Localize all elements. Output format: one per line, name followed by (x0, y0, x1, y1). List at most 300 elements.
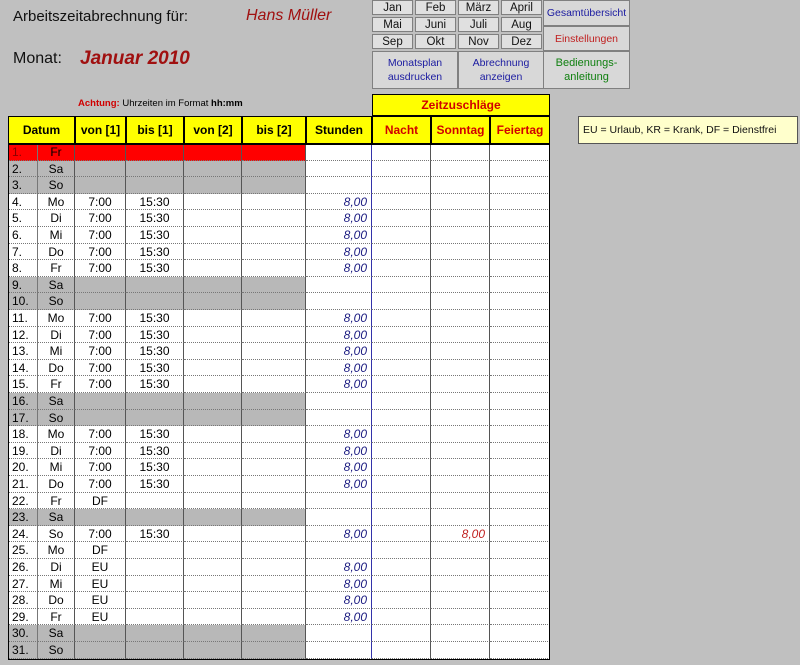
row-nacht[interactable] (372, 376, 431, 393)
row-bis1[interactable]: 15:30 (126, 526, 184, 543)
row-feiertag[interactable] (490, 609, 550, 626)
row-bis1[interactable]: 15:30 (126, 260, 184, 277)
row-bis2[interactable] (242, 293, 306, 310)
row-von2[interactable] (184, 493, 242, 510)
row-von2[interactable] (184, 210, 242, 227)
row-weekday[interactable]: Do (38, 592, 75, 609)
row-weekday[interactable]: Fr (38, 609, 75, 626)
row-stunden[interactable]: 8,00 (306, 210, 372, 227)
row-weekday[interactable]: Di (38, 443, 75, 460)
row-number[interactable]: 23. (8, 509, 38, 526)
month-button[interactable]: März (458, 0, 499, 15)
row-von2[interactable] (184, 360, 242, 377)
row-feiertag[interactable] (490, 559, 550, 576)
row-feiertag[interactable] (490, 493, 550, 510)
row-number[interactable]: 17. (8, 410, 38, 427)
row-von2[interactable] (184, 277, 242, 294)
row-von2[interactable] (184, 244, 242, 261)
row-feiertag[interactable] (490, 310, 550, 327)
row-von2[interactable] (184, 194, 242, 211)
row-sonntag[interactable] (431, 144, 490, 161)
row-nacht[interactable] (372, 144, 431, 161)
month-button[interactable]: Feb (415, 0, 456, 15)
row-bis2[interactable] (242, 210, 306, 227)
row-stunden[interactable] (306, 161, 372, 178)
row-number[interactable]: 2. (8, 161, 38, 178)
row-number[interactable]: 7. (8, 244, 38, 261)
row-bis1[interactable] (126, 509, 184, 526)
row-feiertag[interactable] (490, 227, 550, 244)
row-weekday[interactable]: Sa (38, 625, 75, 642)
row-bis2[interactable] (242, 493, 306, 510)
row-sonntag[interactable] (431, 260, 490, 277)
row-von1[interactable]: 7:00 (75, 526, 126, 543)
row-nacht[interactable] (372, 393, 431, 410)
row-nacht[interactable] (372, 526, 431, 543)
row-nacht[interactable] (372, 642, 431, 659)
row-bis2[interactable] (242, 443, 306, 460)
row-stunden[interactable]: 8,00 (306, 327, 372, 344)
row-weekday[interactable]: Mi (38, 576, 75, 593)
row-sonntag[interactable] (431, 376, 490, 393)
row-von2[interactable] (184, 592, 242, 609)
row-von2[interactable] (184, 426, 242, 443)
row-number[interactable]: 22. (8, 493, 38, 510)
row-bis2[interactable] (242, 376, 306, 393)
row-bis1[interactable]: 15:30 (126, 459, 184, 476)
month-button[interactable]: Nov (458, 34, 499, 49)
row-von2[interactable] (184, 476, 242, 493)
row-stunden[interactable]: 8,00 (306, 360, 372, 377)
row-feiertag[interactable] (490, 360, 550, 377)
row-sonntag[interactable] (431, 177, 490, 194)
row-sonntag[interactable] (431, 227, 490, 244)
row-sonntag[interactable]: 8,00 (431, 526, 490, 543)
row-bis1[interactable]: 15:30 (126, 343, 184, 360)
row-von2[interactable] (184, 642, 242, 659)
row-number[interactable]: 9. (8, 277, 38, 294)
month-button[interactable]: Okt (415, 34, 456, 49)
row-stunden[interactable] (306, 393, 372, 410)
row-sonntag[interactable] (431, 592, 490, 609)
row-von1[interactable]: 7:00 (75, 310, 126, 327)
row-von1[interactable]: 7:00 (75, 426, 126, 443)
row-weekday[interactable]: Mi (38, 459, 75, 476)
row-von1[interactable]: 7:00 (75, 260, 126, 277)
row-von1[interactable] (75, 625, 126, 642)
row-nacht[interactable] (372, 177, 431, 194)
row-bis1[interactable]: 15:30 (126, 476, 184, 493)
row-bis2[interactable] (242, 343, 306, 360)
row-bis2[interactable] (242, 459, 306, 476)
row-feiertag[interactable] (490, 526, 550, 543)
row-feiertag[interactable] (490, 161, 550, 178)
row-von1[interactable]: EU (75, 592, 126, 609)
row-number[interactable]: 31. (8, 642, 38, 659)
bedienungsanleitung-button[interactable] (543, 51, 630, 89)
row-weekday[interactable]: Fr (38, 144, 75, 161)
row-feiertag[interactable] (490, 459, 550, 476)
row-bis2[interactable] (242, 260, 306, 277)
row-bis2[interactable] (242, 542, 306, 559)
row-bis1[interactable]: 15:30 (126, 227, 184, 244)
row-weekday[interactable]: Fr (38, 376, 75, 393)
row-number[interactable]: 1. (8, 144, 38, 161)
row-sonntag[interactable] (431, 625, 490, 642)
row-bis2[interactable] (242, 177, 306, 194)
row-weekday[interactable]: So (38, 410, 75, 427)
row-sonntag[interactable] (431, 459, 490, 476)
row-bis1[interactable] (126, 144, 184, 161)
row-nacht[interactable] (372, 625, 431, 642)
row-bis1[interactable] (126, 177, 184, 194)
row-von2[interactable] (184, 227, 242, 244)
row-number[interactable]: 24. (8, 526, 38, 543)
row-von2[interactable] (184, 625, 242, 642)
row-von2[interactable] (184, 293, 242, 310)
row-bis1[interactable]: 15:30 (126, 210, 184, 227)
row-von2[interactable] (184, 376, 242, 393)
row-stunden[interactable]: 8,00 (306, 310, 372, 327)
row-bis2[interactable] (242, 410, 306, 427)
row-number[interactable]: 12. (8, 327, 38, 344)
row-weekday[interactable]: Fr (38, 260, 75, 277)
row-feiertag[interactable] (490, 293, 550, 310)
row-bis1[interactable] (126, 493, 184, 510)
row-bis2[interactable] (242, 625, 306, 642)
row-sonntag[interactable] (431, 509, 490, 526)
row-von2[interactable] (184, 459, 242, 476)
row-weekday[interactable]: Di (38, 327, 75, 344)
row-feiertag[interactable] (490, 410, 550, 427)
row-nacht[interactable] (372, 509, 431, 526)
row-bis1[interactable]: 15:30 (126, 376, 184, 393)
row-number[interactable]: 14. (8, 360, 38, 377)
row-von2[interactable] (184, 393, 242, 410)
row-bis1[interactable] (126, 576, 184, 593)
row-feiertag[interactable] (490, 194, 550, 211)
row-stunden[interactable] (306, 625, 372, 642)
row-sonntag[interactable] (431, 476, 490, 493)
row-von1[interactable] (75, 277, 126, 294)
row-von1[interactable]: 7:00 (75, 343, 126, 360)
row-feiertag[interactable] (490, 260, 550, 277)
row-stunden[interactable] (306, 509, 372, 526)
row-nacht[interactable] (372, 293, 431, 310)
row-von2[interactable] (184, 526, 242, 543)
row-weekday[interactable]: Do (38, 360, 75, 377)
row-sonntag[interactable] (431, 161, 490, 178)
row-sonntag[interactable] (431, 277, 490, 294)
row-bis2[interactable] (242, 244, 306, 261)
row-nacht[interactable] (372, 542, 431, 559)
row-weekday[interactable]: Di (38, 559, 75, 576)
row-bis1[interactable] (126, 642, 184, 659)
row-von1[interactable]: 7:00 (75, 227, 126, 244)
row-von1[interactable] (75, 161, 126, 178)
row-feiertag[interactable] (490, 343, 550, 360)
row-stunden[interactable]: 8,00 (306, 194, 372, 211)
row-stunden[interactable]: 8,00 (306, 526, 372, 543)
row-von1[interactable] (75, 509, 126, 526)
row-stunden[interactable]: 8,00 (306, 476, 372, 493)
row-nacht[interactable] (372, 327, 431, 344)
row-nacht[interactable] (372, 244, 431, 261)
row-weekday[interactable]: Mo (38, 194, 75, 211)
row-bis2[interactable] (242, 609, 306, 626)
row-sonntag[interactable] (431, 609, 490, 626)
abrechnung-anzeigen-button[interactable] (458, 51, 544, 89)
row-weekday[interactable]: Do (38, 244, 75, 261)
row-number[interactable]: 15. (8, 376, 38, 393)
month-button[interactable]: Aug (501, 17, 542, 32)
row-stunden[interactable]: 8,00 (306, 559, 372, 576)
row-bis2[interactable] (242, 277, 306, 294)
row-sonntag[interactable] (431, 410, 490, 427)
row-stunden[interactable]: 8,00 (306, 260, 372, 277)
row-feiertag[interactable] (490, 476, 550, 493)
row-bis2[interactable] (242, 161, 306, 178)
row-von1[interactable]: 7:00 (75, 459, 126, 476)
row-von1[interactable]: EU (75, 559, 126, 576)
row-sonntag[interactable] (431, 393, 490, 410)
row-feiertag[interactable] (490, 277, 550, 294)
row-von2[interactable] (184, 509, 242, 526)
row-nacht[interactable] (372, 277, 431, 294)
row-stunden[interactable] (306, 177, 372, 194)
row-stunden[interactable]: 8,00 (306, 609, 372, 626)
row-weekday[interactable]: Sa (38, 161, 75, 178)
row-von2[interactable] (184, 177, 242, 194)
row-stunden[interactable] (306, 542, 372, 559)
row-feiertag[interactable] (490, 576, 550, 593)
row-number[interactable]: 6. (8, 227, 38, 244)
row-number[interactable]: 18. (8, 426, 38, 443)
row-feiertag[interactable] (490, 244, 550, 261)
row-nacht[interactable] (372, 161, 431, 178)
row-weekday[interactable]: Mo (38, 542, 75, 559)
row-von1[interactable]: 7:00 (75, 194, 126, 211)
row-von2[interactable] (184, 410, 242, 427)
row-nacht[interactable] (372, 592, 431, 609)
row-sonntag[interactable] (431, 642, 490, 659)
row-stunden[interactable]: 8,00 (306, 443, 372, 460)
row-nacht[interactable] (372, 476, 431, 493)
row-sonntag[interactable] (431, 293, 490, 310)
row-sonntag[interactable] (431, 426, 490, 443)
row-von1[interactable]: 7:00 (75, 443, 126, 460)
row-number[interactable]: 25. (8, 542, 38, 559)
row-sonntag[interactable] (431, 559, 490, 576)
row-number[interactable]: 4. (8, 194, 38, 211)
row-nacht[interactable] (372, 360, 431, 377)
row-von1[interactable]: 7:00 (75, 210, 126, 227)
row-von1[interactable]: 7:00 (75, 376, 126, 393)
row-stunden[interactable] (306, 293, 372, 310)
row-bis1[interactable]: 15:30 (126, 244, 184, 261)
row-bis1[interactable] (126, 609, 184, 626)
row-von2[interactable] (184, 144, 242, 161)
row-nacht[interactable] (372, 559, 431, 576)
row-bis2[interactable] (242, 310, 306, 327)
row-nacht[interactable] (372, 443, 431, 460)
row-von1[interactable] (75, 177, 126, 194)
row-number[interactable]: 30. (8, 625, 38, 642)
row-nacht[interactable] (372, 576, 431, 593)
row-bis2[interactable] (242, 393, 306, 410)
row-von2[interactable] (184, 559, 242, 576)
row-stunden[interactable] (306, 144, 372, 161)
row-stunden[interactable] (306, 410, 372, 427)
row-bis2[interactable] (242, 194, 306, 211)
row-bis1[interactable] (126, 410, 184, 427)
row-von2[interactable] (184, 161, 242, 178)
row-bis2[interactable] (242, 559, 306, 576)
row-weekday[interactable]: Sa (38, 277, 75, 294)
row-number[interactable]: 16. (8, 393, 38, 410)
row-number[interactable]: 11. (8, 310, 38, 327)
gesamtuebersicht-button[interactable] (543, 0, 630, 26)
row-feiertag[interactable] (490, 426, 550, 443)
row-von2[interactable] (184, 310, 242, 327)
row-von2[interactable] (184, 576, 242, 593)
row-feiertag[interactable] (490, 592, 550, 609)
row-sonntag[interactable] (431, 493, 490, 510)
row-nacht[interactable] (372, 260, 431, 277)
row-stunden[interactable] (306, 642, 372, 659)
row-von1[interactable] (75, 144, 126, 161)
row-sonntag[interactable] (431, 443, 490, 460)
row-feiertag[interactable] (490, 327, 550, 344)
row-number[interactable]: 5. (8, 210, 38, 227)
row-sonntag[interactable] (431, 210, 490, 227)
row-nacht[interactable] (372, 310, 431, 327)
row-feiertag[interactable] (490, 443, 550, 460)
row-nacht[interactable] (372, 426, 431, 443)
row-number[interactable]: 27. (8, 576, 38, 593)
einstellungen-button[interactable] (543, 26, 630, 51)
row-von1[interactable]: EU (75, 609, 126, 626)
row-von2[interactable] (184, 542, 242, 559)
row-nacht[interactable] (372, 459, 431, 476)
row-bis1[interactable] (126, 542, 184, 559)
row-bis1[interactable] (126, 293, 184, 310)
row-stunden[interactable]: 8,00 (306, 227, 372, 244)
row-weekday[interactable]: Di (38, 210, 75, 227)
row-weekday[interactable]: So (38, 642, 75, 659)
row-bis1[interactable] (126, 277, 184, 294)
row-number[interactable]: 10. (8, 293, 38, 310)
row-stunden[interactable]: 8,00 (306, 376, 372, 393)
row-von1[interactable]: DF (75, 542, 126, 559)
row-stunden[interactable]: 8,00 (306, 592, 372, 609)
row-bis2[interactable] (242, 360, 306, 377)
row-bis1[interactable]: 15:30 (126, 426, 184, 443)
month-button[interactable]: Juni (415, 17, 456, 32)
row-von1[interactable]: DF (75, 493, 126, 510)
row-bis1[interactable]: 15:30 (126, 443, 184, 460)
row-stunden[interactable]: 8,00 (306, 244, 372, 261)
row-bis2[interactable] (242, 327, 306, 344)
row-sonntag[interactable] (431, 360, 490, 377)
row-bis1[interactable]: 15:30 (126, 360, 184, 377)
row-weekday[interactable]: So (38, 526, 75, 543)
row-von1[interactable]: EU (75, 576, 126, 593)
row-von1[interactable]: 7:00 (75, 327, 126, 344)
row-bis1[interactable]: 15:30 (126, 194, 184, 211)
row-number[interactable]: 13. (8, 343, 38, 360)
row-nacht[interactable] (372, 210, 431, 227)
row-von1[interactable] (75, 393, 126, 410)
row-number[interactable]: 8. (8, 260, 38, 277)
month-button[interactable]: Sep (372, 34, 413, 49)
row-stunden[interactable]: 8,00 (306, 459, 372, 476)
row-feiertag[interactable] (490, 376, 550, 393)
row-bis1[interactable] (126, 592, 184, 609)
row-von2[interactable] (184, 327, 242, 344)
row-feiertag[interactable] (490, 625, 550, 642)
row-weekday[interactable]: Sa (38, 393, 75, 410)
row-weekday[interactable]: Mi (38, 343, 75, 360)
row-number[interactable]: 21. (8, 476, 38, 493)
row-bis1[interactable] (126, 559, 184, 576)
row-feiertag[interactable] (490, 509, 550, 526)
row-sonntag[interactable] (431, 542, 490, 559)
row-bis2[interactable] (242, 144, 306, 161)
row-sonntag[interactable] (431, 244, 490, 261)
row-number[interactable]: 29. (8, 609, 38, 626)
row-von1[interactable] (75, 293, 126, 310)
row-number[interactable]: 3. (8, 177, 38, 194)
row-weekday[interactable]: Mo (38, 426, 75, 443)
row-bis1[interactable] (126, 393, 184, 410)
row-feiertag[interactable] (490, 642, 550, 659)
row-weekday[interactable]: Fr (38, 493, 75, 510)
row-feiertag[interactable] (490, 144, 550, 161)
row-number[interactable]: 26. (8, 559, 38, 576)
row-sonntag[interactable] (431, 343, 490, 360)
row-von2[interactable] (184, 260, 242, 277)
row-bis1[interactable] (126, 161, 184, 178)
row-bis2[interactable] (242, 227, 306, 244)
row-nacht[interactable] (372, 194, 431, 211)
row-von1[interactable]: 7:00 (75, 476, 126, 493)
row-sonntag[interactable] (431, 327, 490, 344)
row-nacht[interactable] (372, 493, 431, 510)
row-bis2[interactable] (242, 592, 306, 609)
row-stunden[interactable]: 8,00 (306, 426, 372, 443)
row-von1[interactable]: 7:00 (75, 360, 126, 377)
monatsplan-ausdrucken-button[interactable] (372, 51, 458, 89)
row-bis1[interactable] (126, 625, 184, 642)
month-button[interactable]: Juli (458, 17, 499, 32)
row-stunden[interactable]: 8,00 (306, 576, 372, 593)
row-von2[interactable] (184, 609, 242, 626)
row-nacht[interactable] (372, 227, 431, 244)
month-button[interactable]: Mai (372, 17, 413, 32)
row-number[interactable]: 28. (8, 592, 38, 609)
row-bis2[interactable] (242, 426, 306, 443)
row-nacht[interactable] (372, 410, 431, 427)
row-feiertag[interactable] (490, 393, 550, 410)
month-button[interactable]: Dez (501, 34, 542, 49)
row-nacht[interactable] (372, 343, 431, 360)
row-number[interactable]: 19. (8, 443, 38, 460)
row-von1[interactable] (75, 410, 126, 427)
row-bis2[interactable] (242, 476, 306, 493)
row-weekday[interactable]: Mi (38, 227, 75, 244)
row-von1[interactable]: 7:00 (75, 244, 126, 261)
